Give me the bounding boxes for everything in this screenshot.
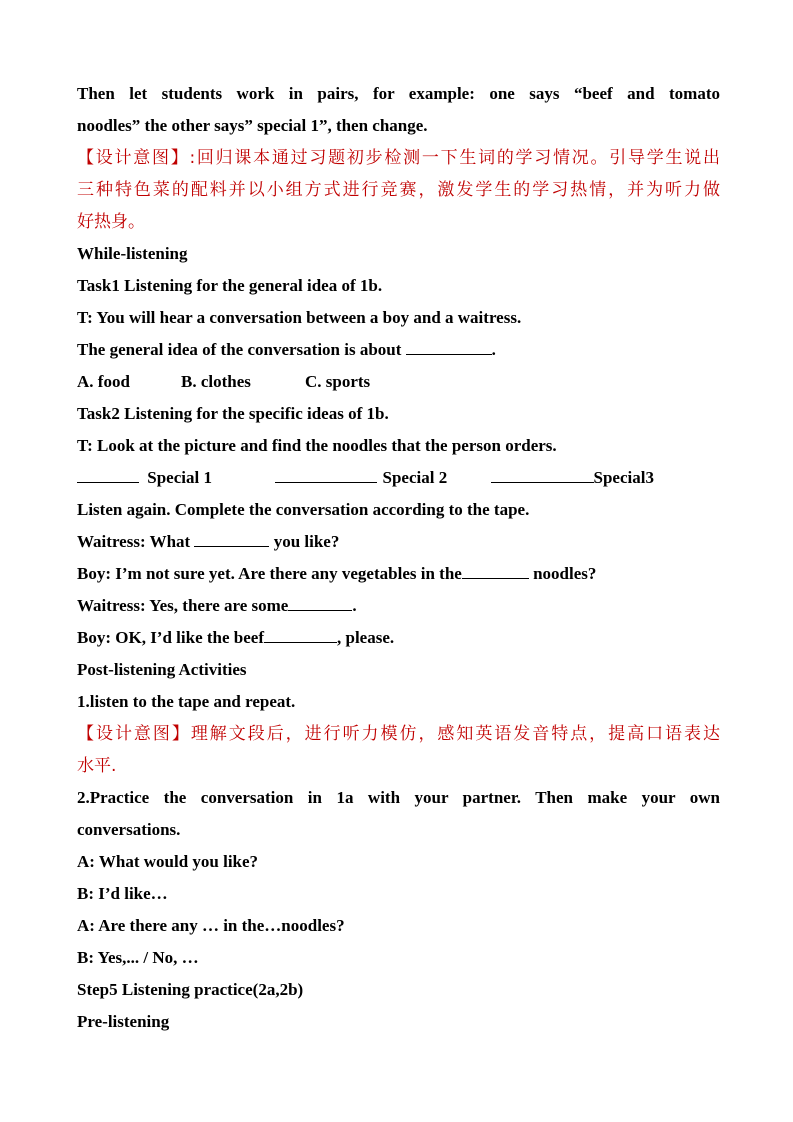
activity-item-2-line-2: conversations. [77, 820, 181, 839]
dialog1-boy-2 [77, 622, 720, 654]
answer-blank[interactable] [406, 340, 492, 355]
dialog2-a1: A: What would you like? [77, 852, 259, 871]
dialog1-waitress-2 [77, 590, 720, 622]
dialog2-b1: B: I’d like… [77, 884, 168, 903]
option-c: C. sports [305, 372, 371, 391]
task1-question [77, 334, 720, 366]
special2-label: Special 2 [382, 468, 448, 487]
task2-instruction: T: Look at the picture and find the noodles that the person orders. [77, 436, 557, 455]
activity-item-2-line-1: 2.Practice the conversation in 1a with your partner. Then make your own [77, 788, 720, 807]
design-intent-2-line-2: 水平. [77, 756, 117, 776]
dialog1-boy-1 [77, 558, 720, 590]
pre-listening-heading: Pre-listening [77, 1012, 170, 1031]
answer-blank[interactable] [462, 564, 529, 579]
task1-title: Task1 Listening for the general idea of 1b. [77, 276, 383, 295]
dialog2-a2: A: Are there any … in the…noodles? [77, 916, 345, 935]
task2-title: Task2 Listening for the specific ideas of 1b. [77, 404, 389, 423]
post-listening-heading: Post-listening Activities [77, 660, 247, 679]
while-listening-heading: While-listening [77, 244, 188, 263]
activity-item-1: 1.listen to the tape and repeat. [77, 692, 296, 711]
document-page [77, 78, 720, 1038]
special1-blank[interactable] [77, 468, 139, 483]
special3-blank[interactable] [491, 468, 594, 483]
dialog1-waitress-2-end: . [352, 596, 357, 615]
task1-question-text: The general idea of the conversation is about [77, 340, 406, 359]
answer-blank[interactable] [194, 532, 269, 547]
option-b: B. clothes [181, 372, 251, 391]
dialog1-boy-2-end: , please. [337, 628, 395, 647]
specials-row [77, 462, 720, 494]
special2-blank[interactable] [275, 468, 377, 483]
task1-instruction: T: You will hear a conversation between a boy and a waitress. [77, 308, 522, 327]
dialog1-boy-1-end: noodles? [528, 564, 597, 583]
dialog1-boy-2-text: Boy: OK, I’d like the beef [77, 628, 264, 647]
dialog1-waitress-2-text: Waitress: Yes, there are some [77, 596, 289, 615]
dialog1-boy-1-text: Boy: I’m not sure yet. Are there any vegetables in the [77, 564, 462, 583]
design-intent-1-line-3: 好热身。 [77, 212, 145, 232]
answer-blank[interactable] [264, 628, 337, 643]
special3-label: Special3 [593, 468, 654, 487]
dialog1-waitress-1-end: you like? [269, 532, 340, 551]
intro-line-2: noodles” the other says” special 1”, then change. [77, 116, 428, 135]
listen-again-instruction: Listen again. Complete the conversation according to the tape. [77, 500, 530, 519]
option-a: A. food [77, 372, 130, 391]
special1-label: Special 1 [147, 468, 212, 487]
dialog2-b2: B: Yes,... / No, … [77, 948, 199, 967]
task1-question-end: . [491, 340, 496, 359]
step5-heading: Step5 Listening practice(2a,2b) [77, 980, 304, 999]
answer-blank[interactable] [288, 596, 352, 611]
intro-line-1: Then let students work in pairs, for example: one says “beef and tomato [77, 84, 720, 103]
design-intent-1-line-2: 三种特色菜的配料并以小组方式进行竞赛，激发学生的学习热情，并为听力做 [77, 180, 720, 200]
dialog1-waitress-1-text: Waitress: What [77, 532, 195, 551]
task1-options [77, 366, 720, 398]
design-intent-2-line-1: 【设计意图】理解文段后，进行听力模仿，感知英语发音特点，提高口语表达 [77, 724, 720, 744]
dialog1-waitress-1 [77, 526, 720, 558]
design-intent-1-line-1: 【设计意图】:回归课本通过习题初步检测一下生词的学习情况。引导学生说出 [77, 148, 720, 168]
